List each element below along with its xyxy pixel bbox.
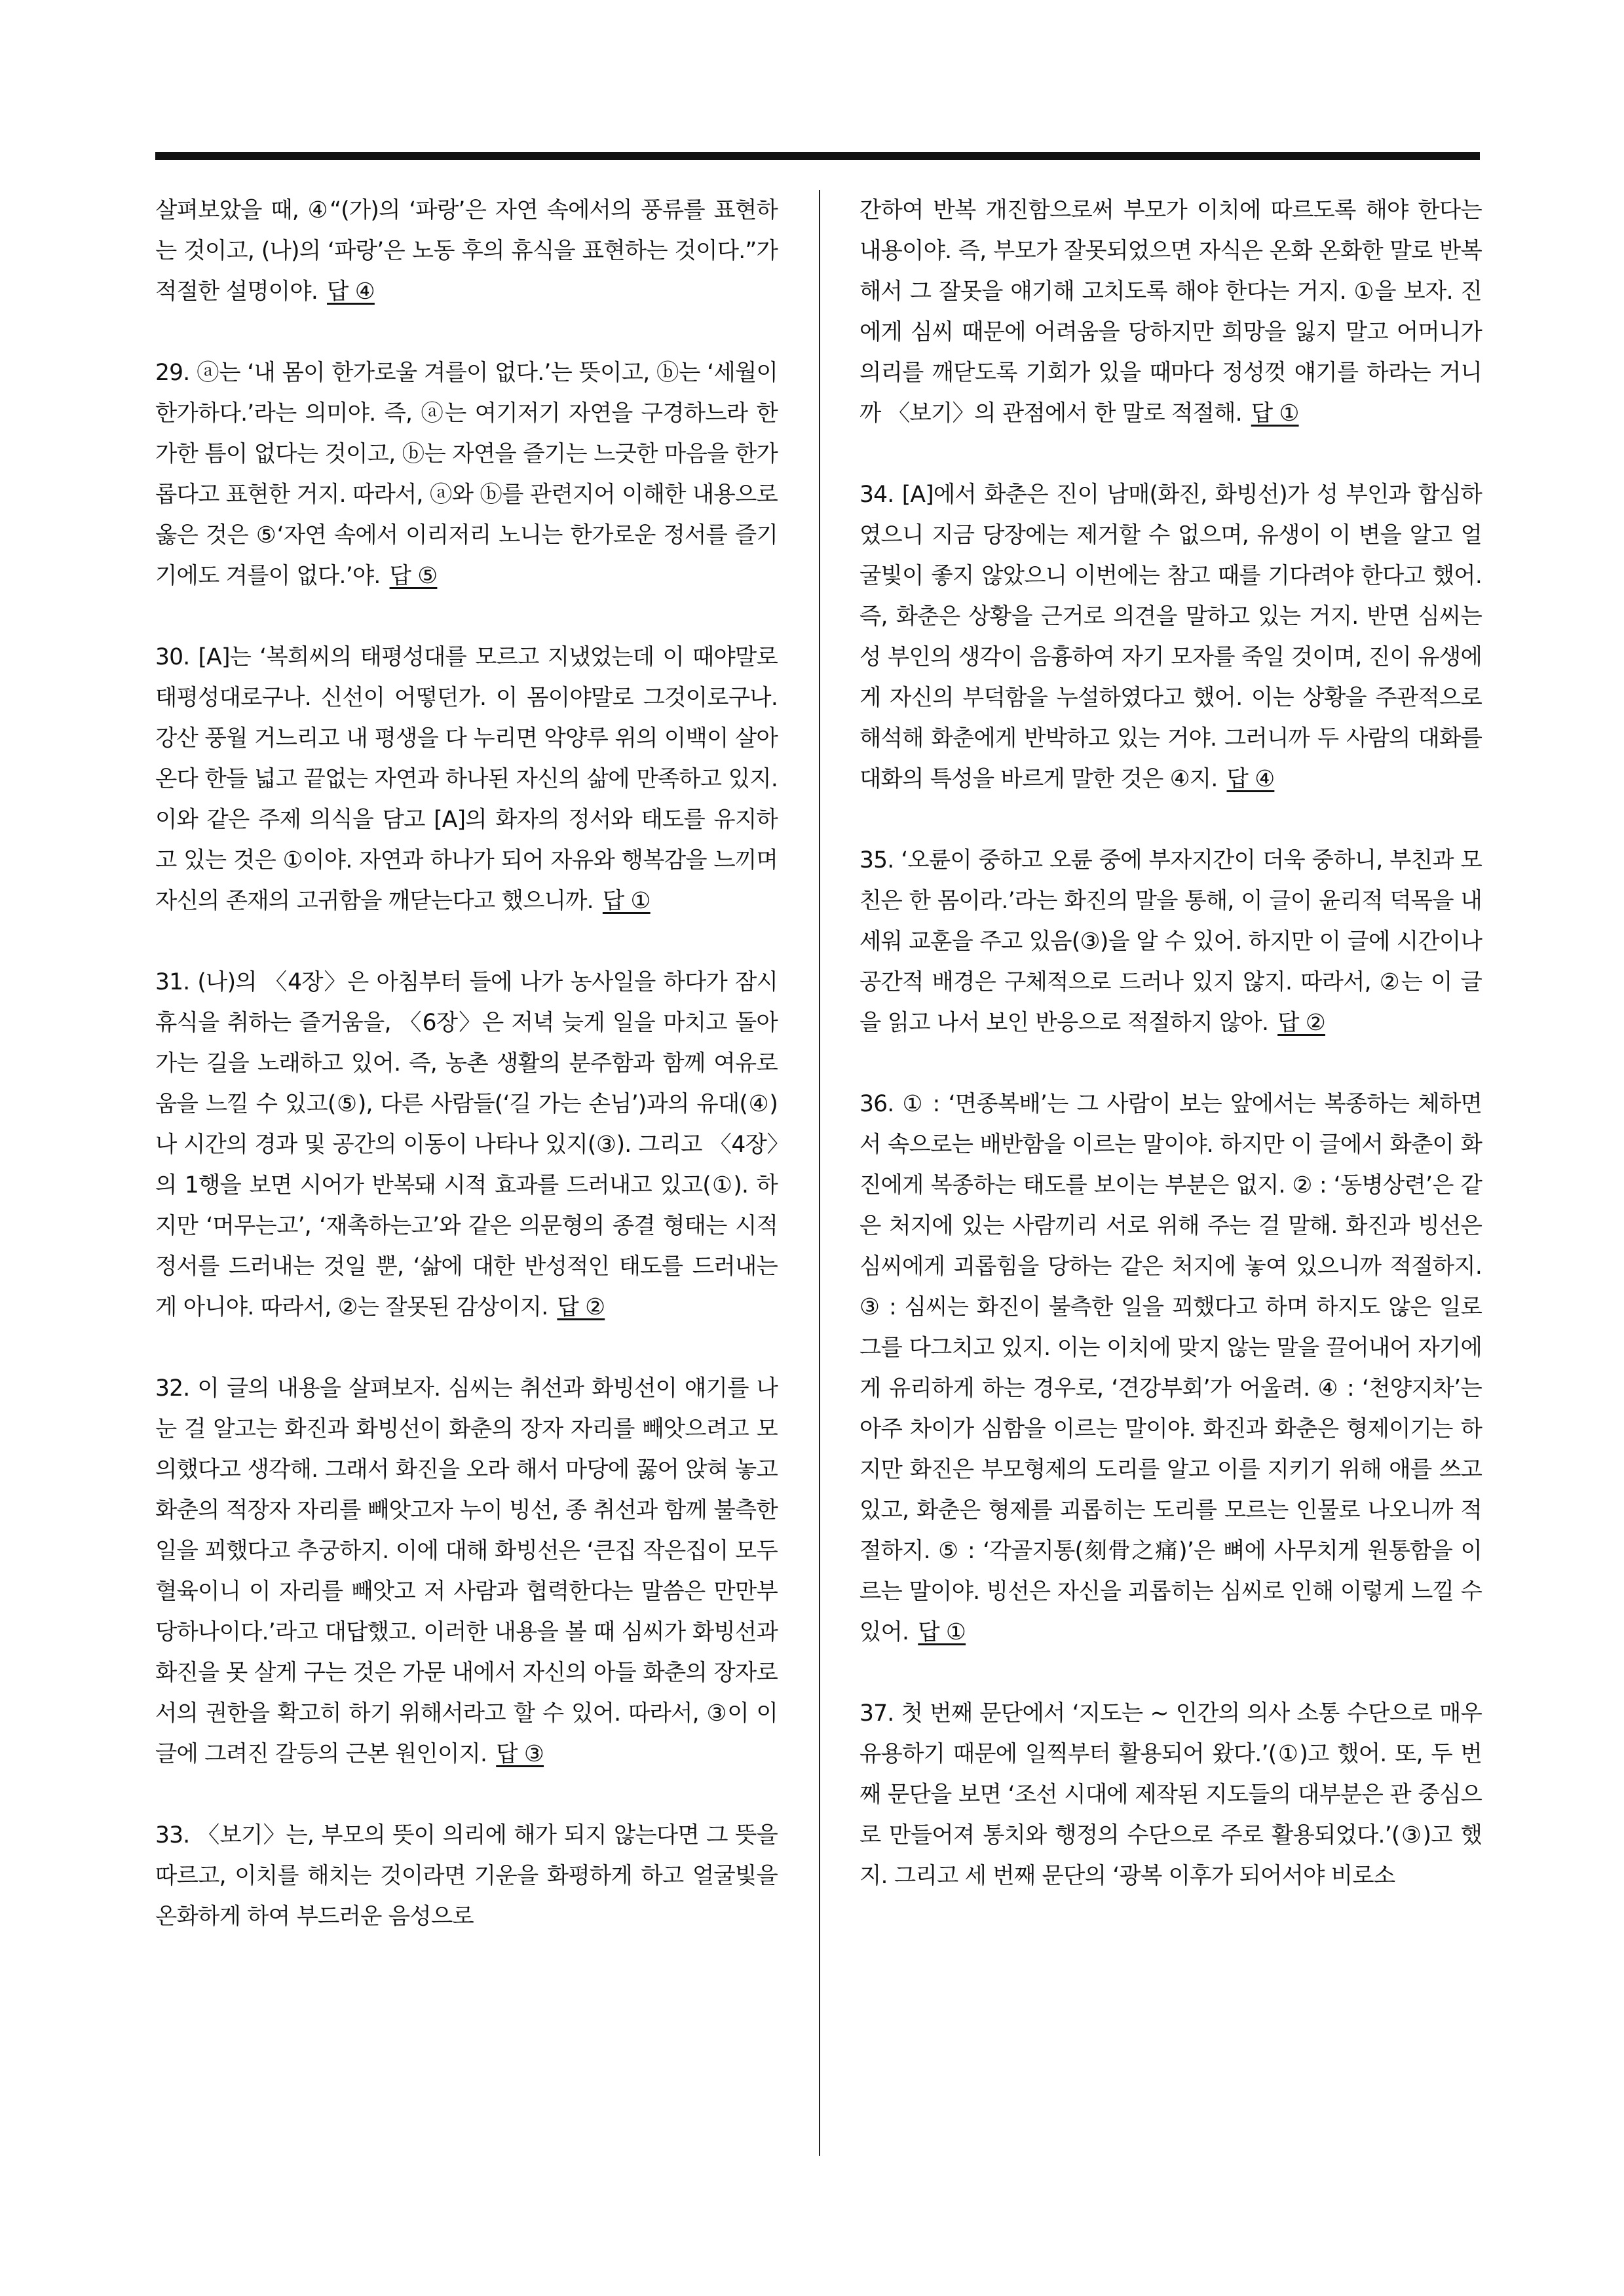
paragraph-text: 34. [A]에서 화춘은 진이 남매(화진, 화빙선)가 성 부인과 합심하였으니 지금 당장에는 제거할 수 없으며, 유생이 이 변을 알고 얼굴빛이 좋지 않았으니 이번에는 참고 때를 기다려야 한다고 했어. 즉, 화춘은 상황을 근거로 의견을 말하고 있는 거지. 반면 심씨는 성 부인의 생각이 음흉하여 자기 모자를 죽일 것이며, 진이 유생에게 자신의 부덕함을 누설하였다고 했어. 이는 상황을 주관적으로 해석해 화춘에게 반박하고 있는 거야. 그러니까 두 사람의 대화를 대화의 특성을 바르게 말한 것은 ④지. — [859, 482, 1489, 792]
paragraph-text: 간하여 반복 개진함으로써 부모가 이치에 따르도록 해야 한다는 내용이야. 즉, 부모가 잘못되었으면 자식은 온화 온화한 말로 반복해서 그 잘못을 얘기해 고치도록 해야 한다는 거지. ①을 보자. 진에게 심씨 때문에 어려움을 당하지만 희망을 잃지 말고 어머니가 의리를 깨닫도록 기회가 있을 때마다 정성껏 얘기를 하라는 거니까 〈보기〉의 관점에서 한 말로 적절해. — [859, 197, 1489, 427]
answer-label: 답 ② — [1277, 1010, 1325, 1036]
paragraph-q33 — [155, 1815, 785, 1937]
right-column — [859, 190, 1489, 1896]
answer-label: 답 ② — [557, 1294, 605, 1320]
paragraph-q37 — [859, 1693, 1489, 1896]
paragraph-q32 — [155, 1368, 785, 1774]
paragraph-continuation-28 — [155, 190, 785, 312]
paragraph-text: 32. 이 글의 내용을 살펴보자. 심씨는 취선과 화빙선이 얘기를 나눈 걸 알고는 화진과 화빙선이 화춘의 장자 자리를 빼앗으려고 모의했다고 생각해. 그래서 화진을 오라 해서 마당에 꿇어 앉혀 놓고 화춘의 적장자 자리를 빼앗고자 누이 빙선, 종 취선과 함께 불측한 일을 꾀했다고 추궁하지. 이에 대해 화빙선은 ‘큰집 작은집이 모두 혈육이니 이 자리를 빼앗고 저 사람과 협력한다는 말씀은 만만부당하나이다.’라고 대답했고. 이러한 내용을 볼 때 심씨가 화빙선과 화진을 못 살게 구는 것은 가문 내에서 자신의 아들 화춘의 장자로서의 권한을 확고히 하기 위해서라고 할 수 있어. 따라서, ③이 이 글에 그려진 갈등의 근본 원인이지. — [155, 1375, 785, 1767]
column-divider — [819, 190, 820, 2156]
paragraph-q35 — [859, 840, 1489, 1043]
paragraph-q31 — [155, 962, 785, 1328]
paragraph-text: 36. ① : ‘면종복배’는 그 사람이 보는 앞에서는 복종하는 체하면서 속으로는 배반함을 이르는 말이야. 하지만 이 글에서 화춘이 화진에게 복종하는 태도를 보이는 부분은 없지. ② : ‘동병상련’은 같은 처지에 있는 사람끼리 서로 위해 주는 걸 말해. 화진과 빙선은 심씨에게 괴롭힘을 당하는 같은 처지에 놓여 있으니까 적절하지. ③ : 심씨는 화진이 불측한 일을 꾀했다고 하며 하지도 않은 일로 그를 다그치고 있지. 이는 이치에 맞지 않는 말을 끌어내어 자기에게 유리하게 하는 경우로, ‘견강부회’가 어울려. ④ : ‘천양지차’는 아주 차이가 심함을 이르는 말이야. 화진과 화춘은 형제이기는 하지만 화진은 부모형제의 도리를 알고 이를 지키기 위해 애를 쓰고 있고, 화춘은 형제를 괴롭히는 도리를 모르는 인물로 나오니까 적절하지. ⑤ : ‘각골지통(刻骨之痛)’은 뼈에 사무치게 원통함을 이르는 말이야. 빙선은 자신을 괴롭히는 심씨로 인해 이렇게 느낄 수 있어. — [859, 1091, 1489, 1645]
answer-label: 답 ① — [1251, 400, 1299, 427]
paragraph-q30 — [155, 637, 785, 921]
paragraph-q33-continued — [859, 190, 1489, 434]
paragraph-q34 — [859, 474, 1489, 799]
paragraph-text: 살펴보았을 때, ④“(가)의 ‘파랑’은 자연 속에서의 풍류를 표현하는 것이고, (나)의 ‘파랑’은 노동 후의 휴식을 표현하는 것이다.”가 적절한 설명이야. — [155, 197, 785, 305]
paragraph-text: 29. ⓐ는 ‘내 몸이 한가로울 겨를이 없다.’는 뜻이고, ⓑ는 ‘세월이 한가하다.’라는 의미야. 즉, ⓐ는 여기저기 자연을 구경하느라 한가한 틈이 없다는 것이고, ⓑ는 자연을 즐기는 느긋한 마음을 한가롭다고 표현한 거지. 따라서, ⓐ와 ⓑ를 관련지어 이해한 내용으로 옳은 것은 ⑤‘자연 속에서 이리저리 노니는 한가로운 정서를 즐기기에도 겨를이 없다.’야. — [155, 360, 785, 589]
paragraph-text: 35. ‘오륜이 중하고 오륜 중에 부자지간이 더욱 중하니, 부친과 모친은 한 몸이라.’라는 화진의 말을 통해, 이 글이 윤리적 덕목을 내세워 교훈을 주고 있음(③)을 알 수 있어. 하지만 이 글에 시간이나 공간적 배경은 구체적으로 드러나 있지 않지. 따라서, ②는 이 글을 읽고 나서 보인 반응으로 적절하지 않아. — [859, 847, 1489, 1036]
paragraph-q29 — [155, 353, 785, 596]
answer-label: 답 ⑤ — [389, 563, 438, 589]
left-column — [155, 190, 785, 1937]
paragraph-text: 31. (나)의 〈4장〉은 아침부터 들에 나가 농사일을 하다가 잠시 휴식을 취하는 즐거움을, 〈6장〉은 저녁 늦게 일을 마치고 돌아가는 길을 노래하고 있어. 즉, 농촌 생활의 분주함과 함께 여유로움을 느낄 수 있고(⑤), 다른 사람들(‘길 가는 손님’)과의 유대(④)나 시간의 경과 및 공간의 이동이 나타나 있지(③). 그리고 〈4장〉의 1행을 보면 시어가 반복돼 시적 효과를 드러내고 있고(①). 하지만 ‘머무는고’, ‘재촉하는고’와 같은 의문형의 종결 형태는 시적 정서를 드러내는 것일 뿐, ‘삶에 대한 반성적인 태도를 드러내는 게 아니야. 따라서, ②는 잘못된 감상이지. — [155, 969, 785, 1320]
answer-label: 답 ① — [602, 888, 651, 914]
paragraph-text: 33. 〈보기〉는, 부모의 뜻이 의리에 해가 되지 않는다면 그 뜻을 따르고, 이치를 해치는 것이라면 기운을 화평하게 하고 얼굴빛을 온화하게 하여 부드러운 음성으로 — [155, 1822, 785, 1930]
answer-label: 답 ① — [918, 1619, 966, 1645]
paragraph-q36 — [859, 1084, 1489, 1653]
answer-label: 답 ④ — [1226, 766, 1275, 792]
answer-label: 답 ③ — [496, 1741, 544, 1767]
paragraph-text: 30. [A]는 ‘복희씨의 태평성대를 모르고 지냈었는데 이 때야말로 태평성대로구나. 신선이 어떻던가. 이 몸이야말로 그것이로구나. 강산 풍월 거느리고 내 평생을 다 누리면 악양루 위의 이백이 살아 온다 한들 넓고 끝없는 자연과 하나된 자신의 삶에 만족하고 있지. 이와 같은 주제 의식을 담고 [A]의 화자의 정서와 태도를 유지하고 있는 것은 ①이야. 자연과 하나가 되어 자유와 행복감을 느끼며 자신의 존재의 고귀함을 깨닫는다고 했으니까. — [155, 644, 785, 914]
top-rule — [155, 152, 1480, 160]
paragraph-text: 37. 첫 번째 문단에서 ‘지도는 ∼ 인간의 의사 소통 수단으로 매우 유용하기 때문에 일찍부터 활용되어 왔다.’(①)고 했어. 또, 두 번째 문단을 보면 ‘조선 시대에 제작된 지도들의 대부분은 관 중심으로 만들어져 통치와 행정의 수단으로 주로 활용되었다.’(③)고 했지. 그리고 세 번째 문단의 ‘광복 이후가 되어서야 비로소 — [859, 1700, 1489, 1889]
answer-label: 답 ④ — [327, 278, 375, 305]
